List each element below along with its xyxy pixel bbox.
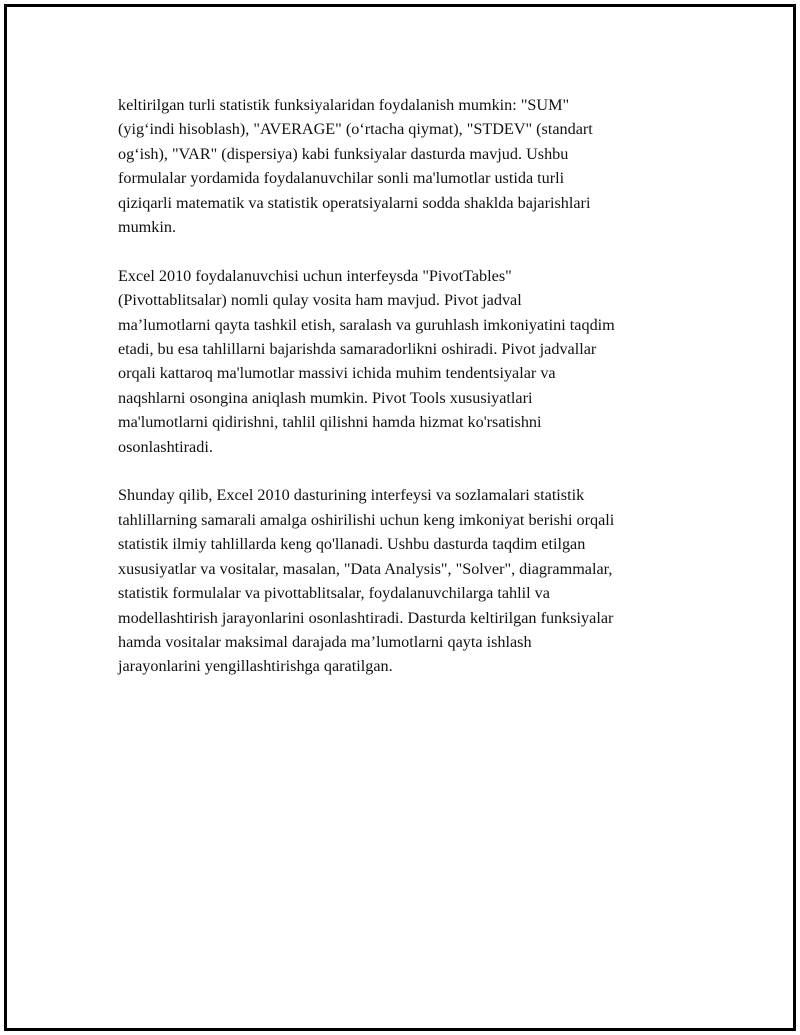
text-line: statistik formulalar va pivottablitsalar, foydalanuvchilarga tahlil va: [118, 584, 550, 603]
text-line: orqali kattaroq ma'lumotlar massivi ichida muhim tendentsiyalar va: [118, 364, 556, 383]
text-line: tahlillarning samarali amalga oshirilishi uchun keng imkoniyat berishi orqali: [118, 510, 615, 529]
text-line: og‘ish), "VAR" (dispersiya) kabi funksiyalar dasturda mavjud. Ushbu: [118, 144, 569, 163]
text-line: qiziqarli matematik va statistik operatsiyalarni sodda shaklda bajarishlari: [118, 193, 591, 212]
text-line: keltirilgan turli statistik funksiyalaridan foydalanish mumkin: "SUM": [118, 96, 570, 114]
text-line: jarayonlarini yengillashtirishga qaratilgan.: [118, 657, 393, 676]
document-body: [118, 93, 698, 703]
text-line: ma'lumotlarni qidirishni, tahlil qilishni hamda hizmat ko'rsatishni: [118, 413, 542, 432]
paragraph-pivot-tables: [118, 264, 698, 459]
text-line: modellashtirish jarayonlarini osonlashtiradi. Dasturda keltirilgan funksiyalar: [118, 608, 614, 627]
text-line: ma’lumotlarni qayta tashkil etish, saralash va guruhlash imkoniyatini taqdim: [118, 315, 615, 334]
text-line: Shunday qilib, Excel 2010 dasturining interfeysi va sozlamalari statistik: [118, 486, 585, 505]
text-line: Excel 2010 foydalanuvchisi uchun interfeysda "PivotTables": [118, 266, 512, 285]
text-line: statistik ilmiy tahlillarda keng qo'llanadi. Ushbu dasturda taqdim etilgan: [118, 535, 586, 554]
text-line: (yig‘indi hisoblash), "AVERAGE" (o‘rtacha qiymat), "STDEV" (standart: [118, 120, 593, 139]
text-line: (Pivottablitsalar) nomli qulay vosita ham mavjud. Pivot jadval: [118, 291, 522, 310]
text-line: osonlashtiradi.: [118, 437, 213, 456]
paragraph-statistical-functions: [118, 93, 698, 239]
paragraph-conclusion: [118, 483, 698, 678]
text-line: naqshlarni osongina aniqlash mumkin. Pivot Tools xususiyatlari: [118, 388, 533, 407]
text-line: formulalar yordamida foydalanuvchilar sonli ma'lumotlar ustida turli: [118, 169, 565, 188]
text-line: hamda vositalar maksimal darajada ma’lumotlarni qayta ishlash: [118, 632, 532, 651]
text-line: etadi, bu esa tahlillarni bajarishda samaradorlikni oshiradi. Pivot jadvallar: [118, 340, 597, 359]
text-line: mumkin.: [118, 218, 177, 237]
text-line: xususiyatlar va vositalar, masalan, "Data Analysis", "Solver", diagrammalar,: [118, 559, 613, 578]
